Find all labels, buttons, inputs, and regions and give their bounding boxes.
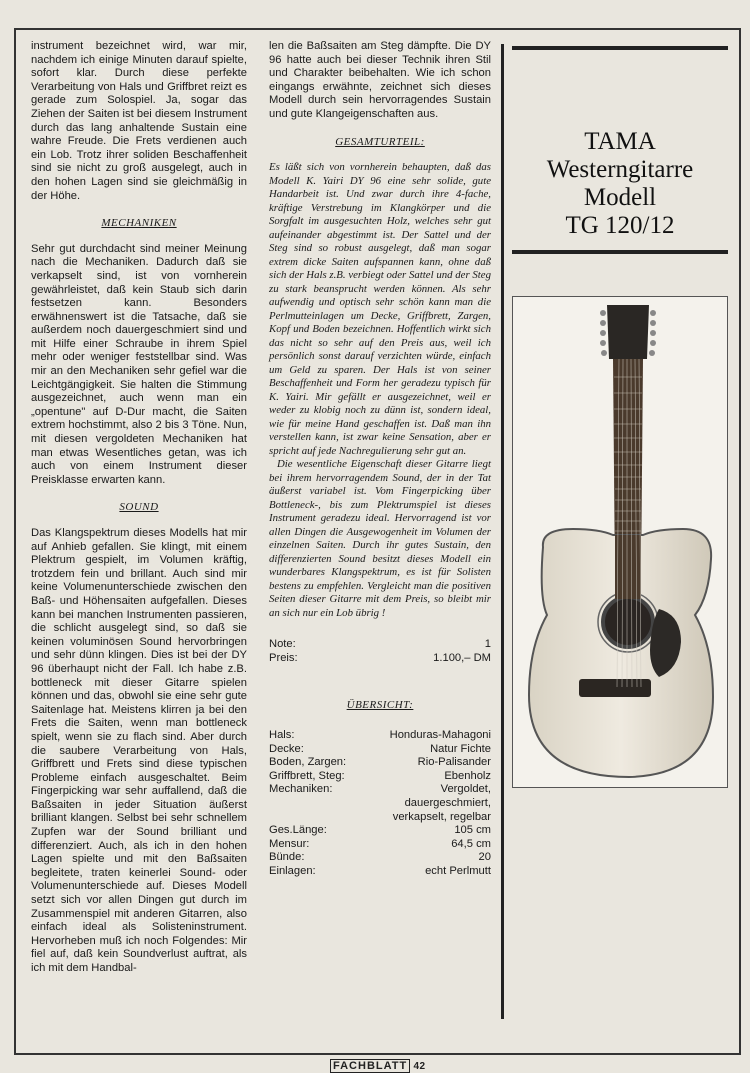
paragraph: len die Baßsaiten am Steg dämpfte. Die DY 96 hatte auch bei dieser Technik ihren Stil und Charakter beibehalten. Wie ich schon eingangs erwähnte, zeichnet sich dieses Modell durch sein hervorragendes Sustain und gute Klangeigenschaften aus. — [269, 40, 491, 120]
spec-value: 105 cm — [454, 824, 491, 837]
column-left — [31, 40, 247, 976]
acoustic-guitar-image — [513, 297, 727, 787]
spec-label: Ges.Länge: — [269, 824, 327, 837]
spec-label: Hals: — [269, 728, 295, 741]
paragraph: instrument bezeichnet wird, war mir, nachdem ich einige Minuten darauf spielte, sofort klar. Durch diese perfekte Verarbeitung von Hals und Griffbret reizt es gerade zum Solospiel. Ja, sogar das Ziehen der Saiten ist bei diesem Instrument durch das lang anhaltende Sustain eine wahre Freude. Die Frets verdienen auch ein Lob. Trotz ihrer soliden Beschaffenheit sind sie nicht zu groß ausgelegt, auch in den hohen Lagen sind sie gleichmäßig in der Höhe. — [31, 40, 247, 202]
spec-value: Vergoldet, dauergeschmiert, verkapselt, regelbar — [392, 783, 491, 823]
spec-label: Einlagen: — [269, 864, 316, 877]
rating-block — [269, 638, 491, 665]
spec-label: Decke: — [269, 742, 304, 755]
spec-table — [269, 729, 491, 879]
section-heading-uebersicht: ÜBERSICHT: — [346, 699, 414, 712]
price-label: Preis: — [269, 651, 298, 664]
spec-row — [269, 851, 491, 865]
title-model-number: TG 120/12 — [565, 212, 675, 239]
spec-label: Mechaniken: — [269, 783, 333, 796]
title-bar-bottom — [512, 250, 728, 254]
price-row — [269, 652, 491, 666]
spec-label: Griffbrett, Steg: — [269, 769, 345, 782]
spec-label: Bünde: — [269, 851, 305, 864]
price-value: 1.100,– DM — [433, 651, 491, 664]
spec-label: Mensur: — [269, 837, 310, 850]
spec-row — [269, 783, 491, 824]
spec-value: Ebenholz — [444, 769, 491, 782]
title-model-word: Modell — [583, 184, 657, 211]
product-title — [512, 128, 728, 240]
spec-value: 20 — [478, 851, 491, 864]
section-heading-gesamturteil: GESAMTURTEIL: — [335, 135, 425, 148]
verdict-paragraph: Es läßt sich von vornherein behaupten, daß das Modell K. Yairi DY 96 eine sehr solide, gute Handarbeit ist. Und zwar durch ihre 4-fache, kräftige Verstrebung im Klangkörper und die Sorgfalt im ausgesuchten Holz, welches sehr gut aufeinander abgestimmt ist. Der Sattel und der Steg sind so robust ausgelegt, daß man sogar extrem dicke Saiten aufspannen kann, ohne daß sich der Hals z.B. verbiegt oder Sattel und der Steg zu stark beansprucht werden können. Als sehr aufwendig und optisch sehr schön kann man die Perlmutteinlagen um Decke, Griffbrett, Zargen, Kopf und Boden bezeichnen. Hoffentlich wirkt sich das nicht so sehr auf den Preis aus, weil ich persönlich sonst darauf verzichten würde, einfach um Geld zu sparen. Der Hals ist von seiner Beschaffenheit und Form her geradezu typisch für K. Yairi. Mir gefällt er ausgezeichnet, weil er weder zu klobig noch zu dünn ist, sondern ideal, wie für meine Hand geschaffen ist. Daß man ihn verstellen kann, ist zwar keine Sensation, aber er spricht auf jede Nachregulierung sehr gut an. — [269, 161, 491, 457]
spec-value: 64,5 cm — [451, 837, 491, 850]
page-footer — [330, 1060, 426, 1072]
magazine-logo: FACHBLATT — [330, 1059, 410, 1073]
spec-row — [269, 838, 491, 852]
paragraph: Sehr gut durchdacht sind meiner Meinung nach die Mechaniken. Dadurch daß sie verkapselt sind, ist von vornherein gewährleistet, daß kein Staub sich darin festsetzen kann. Besonders erwähnenswert ist die Tatsache, daß sie außerdem noch dauergeschmiert sind und mit Hilfe einer Schraube in ihrem Spiel mehr oder weniger feststellbar sind. Was mir an den Mechaniken sehr gefiel war die Leichtgängigkeit. Sie halten die Stimmung ausgezeichnet, auch wenn man ein „opentune" auf D-Dur macht, die Saiten extrem hochstimmt, also 2 bis 3 Töne. Nun, mit diesen vergoldeten Mechaniken hat man etwas Wesentliches getan, was ich auch von einem Instrument dieser Preisklasse erwarten kann. — [31, 242, 247, 486]
note-value: 1 — [484, 638, 491, 651]
spec-row — [269, 756, 491, 770]
page-number: 42 — [413, 1061, 426, 1072]
note-label: Note: — [269, 638, 296, 651]
spec-label: Boden, Zargen: — [269, 756, 347, 769]
section-heading-sound: SOUND — [119, 501, 159, 514]
spec-value: Natur Fichte — [430, 742, 491, 755]
title-brand: TAMA — [584, 128, 656, 155]
spec-row — [269, 824, 491, 838]
spec-row — [269, 770, 491, 784]
spec-value: Rio-Palisander — [417, 756, 491, 769]
note-row — [269, 638, 491, 652]
title-type: Westerngitarre — [546, 156, 694, 183]
title-bar-top — [512, 46, 728, 50]
spec-value: echt Perlmutt — [425, 864, 491, 877]
verdict-paragraph: Die wesentliche Eigenschaft dieser Gitarre liegt bei ihrem hervorragendem Sound, der in der Tat äußerst variabel ist. Vom Fingerpicking über Bottleneck-, bis zum Plektrumspiel ist dieses Instrument geradezu ideal. Hervorragend ist vor allen Dingen die Ausgewogenheit im Volumen der einzelnen Saiten. Durch ihr gutes Sustain, den differenzierten Sound besitzt dieses Modell ein wunderbares Klangspektrum, es ist für Solisten bestens zu empfehlen. Vergleicht man die positiven Seiten dieser Gitarre mit dem Preis, so bleibt mir an sich nur ein Lob übrig ! — [269, 458, 491, 619]
spec-row — [269, 865, 491, 879]
section-heading-mechaniken: MECHANIKEN — [101, 217, 177, 230]
spec-row — [269, 729, 491, 743]
spec-value: Honduras-Mahagoni — [389, 728, 491, 741]
column-divider — [501, 44, 504, 1019]
paragraph: Das Klangspektrum dieses Modells hat mir auf Anhieb gefallen. Sie klingt, mit einem Plektrum gespielt, im Volumen kräftig, trotzdem fein und brillant. Auch sind mir keine Volumenunterschiede zwischen den Baß- und Höhensaiten aufgefallen. Dieses kann bei manchen Instrumenten passieren, die schlicht ausgelegt sind, so daß sie keinen voluminösen Sound hervorbringen und sehr dünn klingen. Dies ist bei der DY 96 überhaupt nicht der Fall. Ich habe z.B. bottleneck mit dieser Gitarre spielen können und das, obwohl sie eine sehr gute Saitenlage hat. Meistens klirren ja bei den Frets die Saiten, wenn man bottleneck spielt, wenn sie zu flach sind. Aber durch die saubere Verarbeitung von Hals, Griffbrett und Frets sind diese typischen Probleme einfach ausgeschaltet. Beim Fingerpicking war sehr auffallend, daß die Baßsaiten in jeder Situation äußerst brilliant klangen. Selbst bei sehr schnellem Zupfen war der Sound brilliant und differenziert. Auch, als ich in den hohen Lagen spielte und mit den Baßsaiten begleitete, traten keinerlei Sound- oder Volumenunterschiede auf. Dieses Modell setzt sich vor allen Dingen gut durch im Zusammenspiel mit anderen Gitarren, also einfach ideal als Solisteninstrument. Hervorheben muß ich noch Folgendes: Mir fiel auf, daß kein Soundverlust auftrat, als ich mit dem Handbal- — [31, 527, 247, 974]
column-middle — [269, 40, 491, 878]
guitar-photo — [512, 296, 728, 788]
spec-row — [269, 743, 491, 757]
